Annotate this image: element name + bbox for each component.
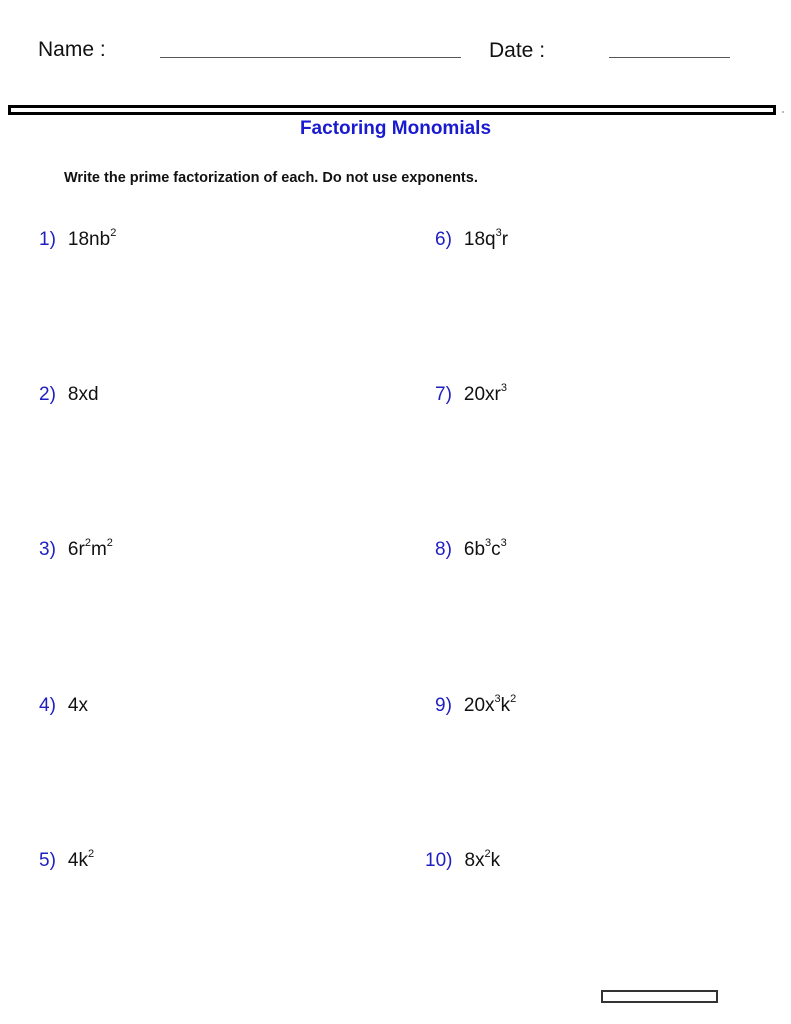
term-exponent: 2 [510,693,517,705]
term-base: 4x [67,695,88,716]
worksheet-title: Factoring Monomials [299,118,492,139]
problem-expression [464,850,500,871]
problem-number: 7) [435,384,452,405]
name-label: Name : [38,38,106,61]
divider-mark [782,111,784,113]
problem-item [39,850,94,872]
problem-number: 10) [425,850,453,871]
problem-item [39,229,116,251]
problem-expression [464,539,507,560]
problem-number: 1) [39,229,56,250]
term-exponent: 3 [500,537,507,549]
problem-number: 9) [435,695,452,716]
term-base: 8xd [67,384,99,405]
problem-item [39,384,99,406]
date-label: Date : [489,39,546,62]
term-base: 4k [67,850,88,871]
term-exponent: 3 [485,537,492,549]
problem-item [435,384,507,406]
term-base: k [500,695,511,716]
problem-item [435,539,507,561]
date-field[interactable] [609,57,730,58]
term-base: 20x [463,695,495,716]
problem-expression [68,850,94,871]
problem-expression [464,384,507,405]
problem-expression [464,229,508,250]
term-exponent: 2 [110,227,117,239]
problem-expression [68,539,113,560]
term-exponent: 3 [494,693,501,705]
term-base: 18q [463,229,496,250]
problem-expression [68,384,99,405]
problem-item [425,850,500,872]
term-exponent: 2 [484,848,491,860]
term-base: 6b [463,539,486,560]
problem-number: 2) [39,384,56,405]
problem-item [39,539,113,561]
problem-number: 4) [39,695,56,716]
name-field[interactable] [160,57,461,58]
problem-number: 8) [435,539,452,560]
term-base: 20xr [463,384,501,405]
problem-expression [464,695,516,716]
term-base: c [491,539,501,560]
term-exponent: 2 [87,848,95,860]
term-exponent: 3 [500,382,507,394]
problem-expression [68,229,116,250]
problem-item [435,229,508,251]
problem-number: 3) [39,539,56,560]
header-divider [8,105,776,115]
instructions: Write the prime factorization of each. Do not use exponents. [64,170,478,186]
problem-item [435,695,516,717]
term-exponent: 2 [106,537,113,549]
term-base: 8x [464,850,485,871]
problem-number: 6) [435,229,452,250]
term-base: m [90,539,107,560]
problem-number: 5) [39,850,56,871]
term-base: 18nb [67,229,111,250]
term-base: r [501,229,509,250]
problem-expression [68,695,88,716]
term-exponent: 3 [495,227,502,239]
problem-item [39,695,88,717]
term-exponent: 2 [84,537,91,549]
term-base: 6r [67,539,85,560]
term-base: k [490,850,501,871]
answer-box[interactable] [601,990,718,1003]
